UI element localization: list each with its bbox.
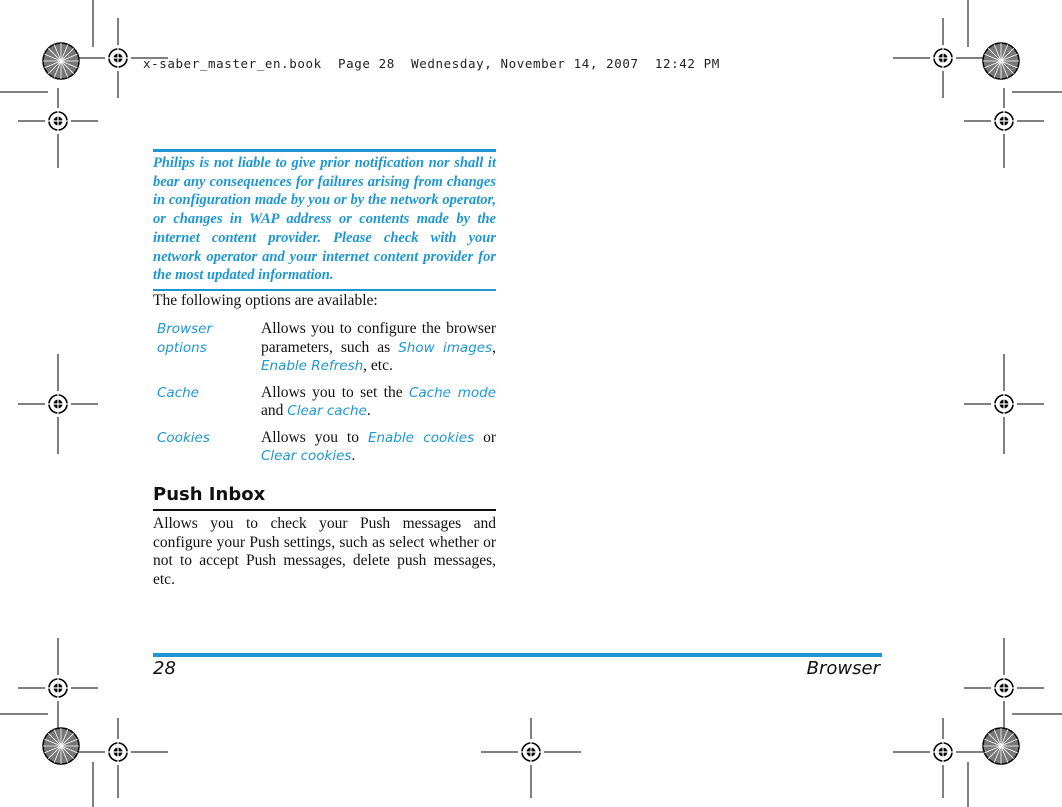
menu-option-clear-cache: Clear cache bbox=[287, 403, 367, 419]
options-intro: The following options are available: bbox=[153, 292, 378, 309]
menu-option-enable-cookies: Enable cookies bbox=[367, 429, 475, 446]
option-term: Browser options bbox=[157, 321, 213, 356]
desc-text: Allows you to configure the browser parameters, such as bbox=[261, 320, 496, 356]
option-term: Cookies bbox=[157, 429, 210, 446]
options-table bbox=[153, 320, 496, 474]
option-row-cache bbox=[153, 384, 496, 421]
menu-option-clear-cookies: Clear cookies bbox=[261, 448, 352, 464]
option-description bbox=[261, 320, 496, 376]
option-term: Cache bbox=[157, 384, 199, 401]
option-row-cookies bbox=[153, 429, 496, 466]
desc-text: Allows you to set the bbox=[261, 383, 409, 401]
page-number: 28 bbox=[153, 658, 176, 679]
desc-text: and bbox=[261, 402, 288, 419]
option-description bbox=[261, 384, 496, 421]
disclaimer-note: Philips is not liable to give prior notification nor shall it bear any consequences for failures arising from changes in configuration made by you or by the network operator, or changes in WAP address or contents made by the internet content provider. Please check with your network operator and your internet content provider for the most updated information. bbox=[153, 149, 496, 291]
option-description bbox=[261, 429, 496, 466]
print-slug-line: x-saber_master_en.book Page 28 Wednesday, November 14, 2007 12:42 PM bbox=[143, 56, 720, 71]
desc-text: . bbox=[366, 402, 371, 419]
desc-text: , bbox=[492, 338, 496, 356]
footer-rule bbox=[153, 653, 882, 657]
section-body-text: Allows you to check your Push messages and configure your Push settings, such as select whether or not to accept Push messages, delete push messages, etc. bbox=[153, 515, 496, 588]
option-row-browser-options bbox=[153, 320, 496, 376]
menu-option-enable-refresh: Enable Refresh bbox=[261, 358, 364, 374]
desc-text: Allows you to bbox=[261, 428, 368, 446]
menu-option-show-images: Show images bbox=[398, 339, 493, 356]
section-heading-push-inbox: Push Inbox bbox=[153, 484, 496, 511]
desc-text: , etc. bbox=[363, 357, 393, 374]
desc-text: . bbox=[351, 447, 356, 464]
desc-text: or bbox=[474, 428, 496, 446]
menu-option-cache-mode: Cache mode bbox=[408, 384, 496, 401]
footer-section-title: Browser bbox=[806, 658, 880, 679]
